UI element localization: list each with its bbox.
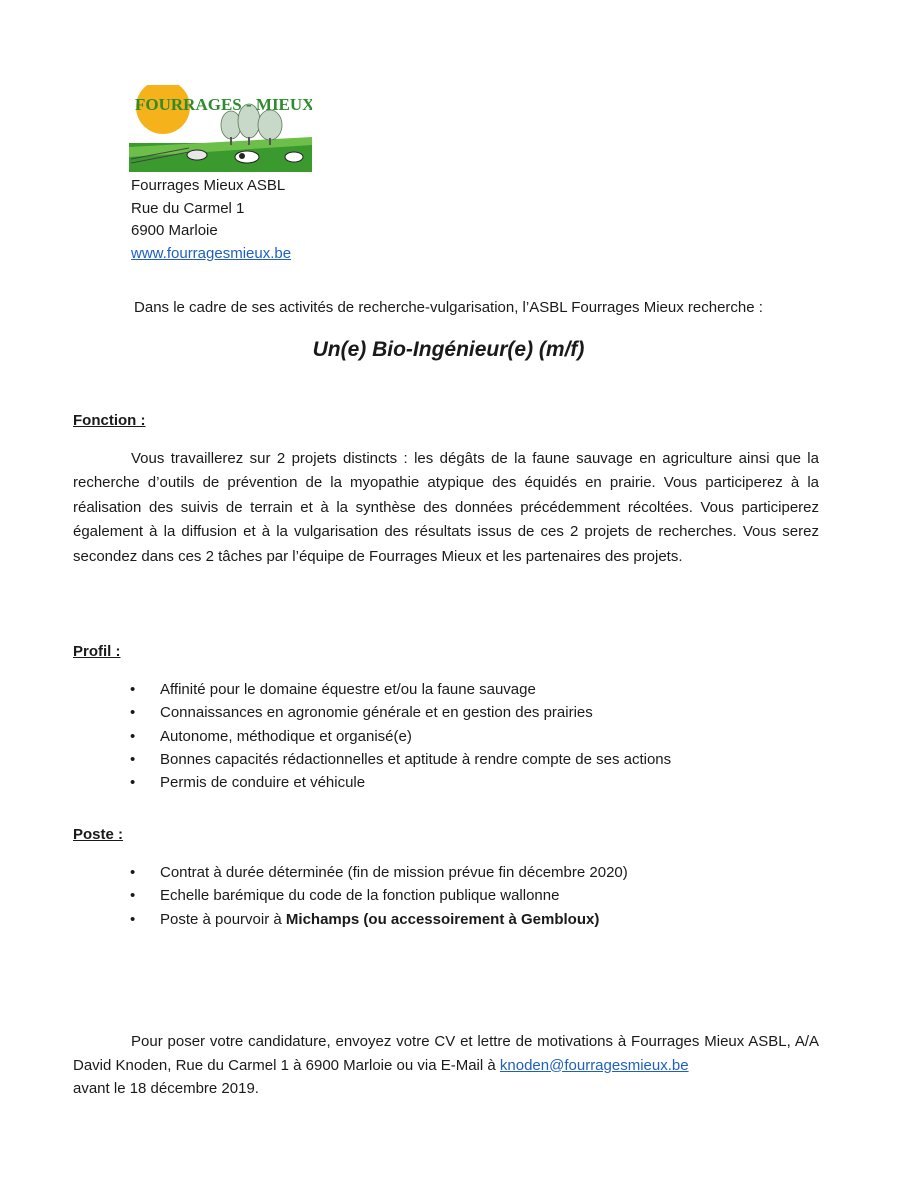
list-item: • Affinité pour le domaine équestre et/ou la faune sauvage: [130, 678, 671, 701]
bullet-icon: •: [130, 910, 136, 928]
logo-text: FOURRAGES - MIEUX: [135, 95, 312, 114]
bullet-icon: •: [130, 727, 136, 745]
website-link[interactable]: www.fourragesmieux.be: [131, 244, 292, 262]
job-title: Un(e) Bio-Ingénieur(e) (m/f): [312, 338, 585, 361]
poste-list: [130, 861, 628, 931]
location-bold: Michamps (ou accessoirement à Gembloux): [285, 910, 600, 928]
list-item: • Autonome, méthodique et organisé(e): [130, 725, 671, 748]
logo-illustration: [129, 85, 312, 172]
list-item: • Poste à pourvoir à Michamps (ou accessoirement à Gembloux): [130, 908, 628, 931]
application-paragraph: Pour poser votre candidature, envoyez votre CV et lettre de motivations à Fourrages Mieux ASBL, A/A David Knoden, Rue du Carmel 1 à 6900 Marloie ou via E-Mail à knoden@fourragesmieux.be avant le 18 décembre 2019.: [73, 1030, 819, 1101]
address-block: [131, 175, 291, 265]
org-name: Fourrages Mieux ASBL: [131, 177, 286, 194]
list-item: • Connaissances en agronomie générale et en gestion des prairies: [130, 701, 671, 724]
city-address: 6900 Marloie: [131, 222, 218, 239]
bullet-icon: •: [130, 704, 136, 722]
bullet-icon: •: [130, 774, 136, 792]
fonction-text: Vous travaillerez sur 2 projets distincts : les dégâts de la faune sauvage en agriculture ainsi que la recherche d’outils de prévention de la myopathie atypique des équidés en prairie. Vous participerez à la réalisation des suivis de terrain et à la synthèse des données précédemment récoltées. Vous participerez également à la diffusion et à la vulgarisation des résultats issus de ces 2 projets de recherches. Vous serez secondez dans ces 2 tâches par l’équipe de Fourrages Mieux et les partenaires des projets.: [73, 450, 819, 565]
deadline-text: avant le 18 décembre 2019.: [73, 1080, 259, 1097]
fonction-paragraph: [73, 447, 819, 569]
profil-list: [130, 678, 671, 794]
bullet-icon: •: [130, 887, 136, 905]
profil-heading: Profil :: [73, 643, 121, 660]
poste-heading: Poste :: [73, 826, 124, 843]
bullet-icon: •: [130, 681, 136, 698]
fonction-heading: Fonction :: [73, 412, 146, 429]
intro-text: Dans le cadre de ses activités de recherche-vulgarisation, l’ASBL Fourrages Mieux recherche :: [134, 299, 763, 316]
list-item: • Contrat à durée déterminée (fin de mission prévue fin décembre 2020): [130, 861, 628, 884]
list-item: • Permis de conduire et véhicule: [130, 771, 671, 794]
bullet-icon: •: [130, 864, 136, 881]
list-item: • Bonnes capacités rédactionnelles et aptitude à rendre compte de ses actions: [130, 748, 671, 771]
bullet-icon: •: [130, 750, 136, 768]
fourrages-mieux-logo: [129, 85, 312, 172]
list-item: • Echelle barémique du code de la fonction publique wallonne: [130, 884, 628, 907]
email-link[interactable]: knoden@fourragesmieux.be: [499, 1056, 689, 1074]
street-address: Rue du Carmel 1: [131, 199, 245, 217]
